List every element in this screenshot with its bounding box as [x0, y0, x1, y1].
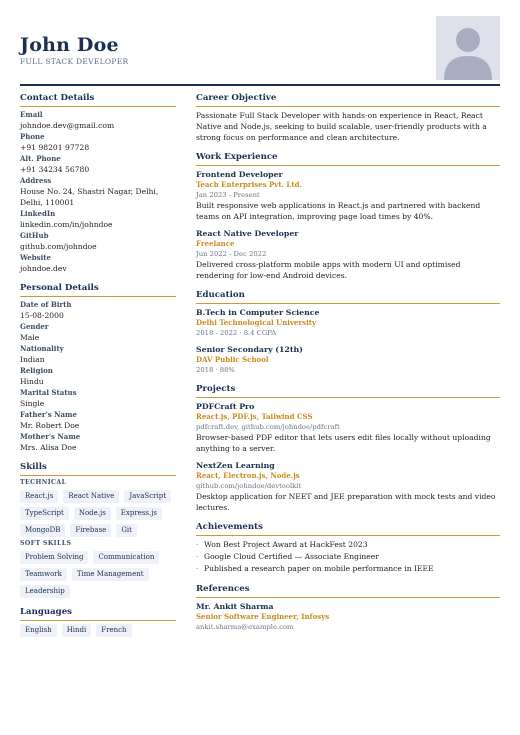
bullet-icon: · [196, 540, 199, 549]
company-name: Teach Enterprises Pvt. Ltd. [196, 180, 302, 189]
project-description: Browser-based PDF editor that lets users edit files locally without uploading anything to a server. [196, 433, 491, 453]
language-chip: English [20, 624, 57, 637]
skill-chip: Teamwork [20, 568, 67, 581]
job-dates: Jan 2023 - Present [196, 191, 260, 199]
linkedin-value: linkedin.com/in/johndoe [20, 220, 113, 229]
reference-email: ankit.sharma@example.com [196, 623, 294, 631]
section-title: Contact Details [20, 92, 176, 107]
address-value: House No. 24, Shastri Nagar, Delhi, Delhi, 110001 [20, 187, 159, 207]
section-title: Personal Details [20, 282, 176, 297]
school-name: DAV Public School [196, 355, 269, 364]
section-title: Career Objective [196, 92, 500, 107]
project-item [196, 460, 500, 513]
marital-status-value: Single [20, 399, 45, 408]
company-name: Freelance [196, 239, 235, 248]
field-label: Website [20, 253, 51, 262]
website-value: johndoe.dev [20, 264, 67, 273]
experience-item [196, 228, 500, 281]
objective-text: Passionate Full Stack Developer with hands-on experience in React, React Native and Node.js, seeking to build scalable, user-friendly products with a strong focus on performance and clean architecture. [196, 111, 487, 142]
achievement-item [196, 551, 500, 563]
education-meta: 2018 · 88% [196, 366, 235, 374]
skill-chip: Communication [93, 551, 159, 564]
user-silhouette-icon [436, 16, 500, 80]
achievements-section [196, 521, 500, 575]
reference-position: Senior Software Engineer, Infosys [196, 612, 330, 621]
bullet-icon: · [196, 552, 199, 561]
gender-value: Male [20, 333, 40, 342]
header-divider [20, 84, 500, 86]
field-label: Address [20, 176, 52, 185]
achievement-item [196, 563, 500, 575]
skill-chip: Time Management [72, 568, 149, 581]
section-title: Projects [196, 383, 500, 398]
field-label: Date of Birth [20, 300, 72, 309]
section-title: Work Experience [196, 151, 500, 166]
phone-value: +91 98201 97728 [20, 143, 90, 152]
skill-chip: TypeScript [20, 507, 69, 520]
email-value: johndoe.dev@gmail.com [20, 121, 115, 130]
field-label: GitHub [20, 231, 49, 240]
achievement-text: Published a research paper on mobile performance in IEEE [204, 564, 434, 573]
project-links: github.com/johndoe/devtoolkit [196, 482, 302, 490]
objective-section [196, 92, 500, 143]
job-title: React Native Developer [196, 229, 299, 238]
job-description: Delivered cross-platform mobile apps with modern UI and optimised rendering for low-end Android devices. [196, 260, 461, 280]
skill-chip: Git [116, 524, 137, 537]
project-description: Desktop application for NEET and JEE preparation with mock tests and video lectures. [196, 492, 496, 512]
project-name: PDFCraft Pro [196, 402, 255, 411]
bullet-icon: · [196, 564, 199, 573]
projects-section [196, 383, 500, 513]
education-item [196, 307, 500, 338]
section-title: Education [196, 289, 500, 304]
section-title: Achievements [196, 521, 500, 536]
soft-skills [20, 551, 176, 598]
skill-chip: React.js [20, 490, 58, 503]
candidate-name: John Doe [20, 34, 119, 56]
skill-chip: JavaScript [124, 490, 171, 503]
skill-chip: Leadership [20, 585, 70, 598]
alt-phone-value: +91 34234 56780 [20, 165, 90, 174]
degree-name: Senior Secondary (12th) [196, 345, 303, 354]
project-name: NextZen Learning [196, 461, 275, 470]
nationality-value: Indian [20, 355, 45, 364]
left-column [20, 92, 176, 645]
project-stack: React.js, PDF.js, Tailwind CSS [196, 412, 313, 421]
field-label: Gender [20, 322, 49, 331]
github-value: github.com/johndoe [20, 242, 97, 251]
religion-value: Hindu [20, 377, 44, 386]
skill-chip: Problem Solving [20, 551, 88, 564]
education-item [196, 344, 500, 375]
section-title: Skills [20, 461, 176, 476]
field-label: Mother's Name [20, 432, 81, 441]
candidate-role: FULL STACK DEVELOPER [20, 57, 129, 66]
section-title: References [196, 583, 500, 598]
field-label: Religion [20, 366, 53, 375]
reference-name: Mr. Ankit Sharma [196, 602, 274, 611]
education-meta: 2018 - 2022 · 8.4 CGPA [196, 329, 277, 337]
dob-value: 15-08-2000 [20, 311, 64, 320]
languages-section [20, 606, 176, 637]
job-description: Built responsive web applications in React.js and partnered with backend teams on API integration, improving page load times by 40%. [196, 201, 481, 221]
field-label: Father's Name [20, 410, 77, 419]
achievement-item [196, 539, 500, 551]
skill-chip: React Native [63, 490, 119, 503]
skill-chip: Express.js [116, 507, 162, 520]
field-label: LinkedIn [20, 209, 56, 218]
personal-section [20, 282, 176, 453]
field-label: Alt. Phone [20, 154, 61, 163]
language-chip: Hindi [62, 624, 92, 637]
field-label: Phone [20, 132, 45, 141]
skills-subheading: SOFT SKILLS [20, 540, 72, 547]
project-stack: React, Electron.js, Node.js [196, 471, 300, 480]
field-label: Nationality [20, 344, 64, 353]
father-name-value: Mr. Robert Doe [20, 421, 80, 430]
avatar [436, 16, 500, 80]
field-label: Email [20, 110, 43, 119]
skill-chip: MongoDB [20, 524, 65, 537]
job-dates: Jun 2022 - Dec 2022 [196, 250, 267, 258]
achievement-list [196, 539, 500, 575]
achievement-text: Google Cloud Certified — Associate Engineer [204, 552, 379, 561]
job-title: Frontend Developer [196, 170, 283, 179]
skill-chip: Node.js [74, 507, 111, 520]
degree-name: B.Tech in Computer Science [196, 308, 320, 317]
skills-subheading: TECHNICAL [20, 479, 67, 486]
right-column [196, 92, 500, 640]
skill-chip: Firebase [70, 524, 111, 537]
project-links: pdfcraft.dev, github.com/johndoe/pdfcraft [196, 423, 340, 431]
project-item [196, 401, 500, 454]
language-chip: French [96, 624, 131, 637]
technical-skills [20, 490, 176, 537]
references-section [196, 583, 500, 632]
mother-name-value: Mrs. Alisa Doe [20, 443, 77, 452]
education-section [196, 289, 500, 375]
field-label: Marital Status [20, 388, 77, 397]
school-name: Delhi Technological University [196, 318, 317, 327]
achievement-text: Won Best Project Award at HackFest 2023 [204, 540, 368, 549]
experience-section [196, 151, 500, 281]
skills-section [20, 461, 176, 598]
section-title: Languages [20, 606, 176, 621]
contact-section [20, 92, 176, 274]
language-list [20, 624, 176, 637]
experience-item [196, 169, 500, 222]
